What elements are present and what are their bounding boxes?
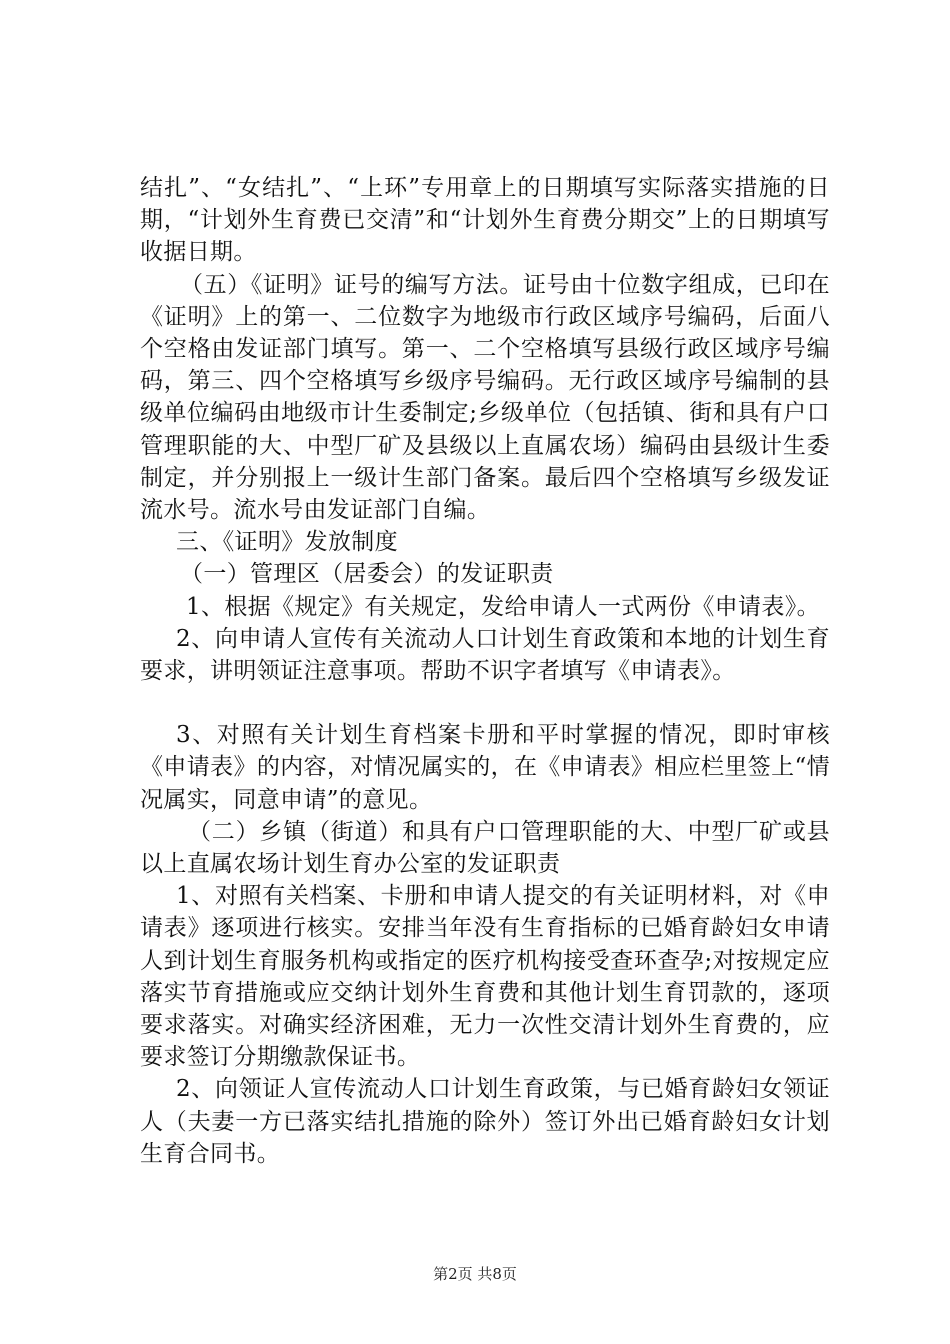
paragraph-continuation: 结扎”、“女结扎”、“上环”专用章上的日期填写实际落实措施的日期，“计划外生育费已交清”和“计划外生育费分期交”上的日期填写收据日期。: [140, 175, 830, 266]
paragraph-item-3: 3、对照有关计划生育档案卡册和平时掌握的情况，即时审核《申请表》的内容，对情况属实的，在《申请表》相应栏里签上“情况属实，同意申请”的意见。: [140, 722, 830, 813]
section-heading-issuance-system: 三、《证明》发放制度: [176, 529, 398, 556]
page-footer: [0, 1263, 950, 1284]
paragraph-township-item-1: 1、对照有关档案、卡册和申请人提交的有关证明材料，对《申请表》逐项进行核实。安排当年没有生育指标的已婚育龄妇女申请人到计划生育服务机构或指定的医疗机构接受查环查孕;对按规定应落实节育措施或应交纳计划外生育费和其他计划生育罚款的，逐项要求落实。对确实经济困难，无力一次性交清计划外生育费的，应要求签订分期缴款保证书。: [140, 883, 830, 1071]
subsection-heading-township-office: （二）乡镇（街道）和具有户口管理职能的大、中型厂矿或县以上直属农场计划生育办公室的发证职责: [140, 818, 830, 878]
paragraph-item-1: 1、根据《规定》有关规定，发给申请人一式两份《申请表》。: [186, 593, 820, 620]
paragraph-item-2: 2、向申请人宣传有关流动人口计划生育政策和本地的计划生育要求，讲明领证注意事项。帮助不识字者填写《申请表》。: [140, 625, 830, 685]
document-body: [140, 172, 830, 1170]
paragraph-certificate-number: （五）《证明》证号的编写方法。证号由十位数字组成，已印在《证明》上的第一、二位数字为地级市行政区域序号编码，后面八个空格由发证部门填写。第一、二个空格填写县级行政区域序号编码，第三、四个空格填写乡级序号编码。无行政区域序号编制的县级单位编码由地级市计生委制定;乡级单位（包括镇、街和具有户口管理职能的大、中型厂矿及县级以上直属农场）编码由县级计生委制定，并分别报上一级计生部门备案。最后四个空格填写乡级发证流水号。流水号由发证部门自编。: [140, 271, 830, 524]
page-number-label: 第2页 共8页: [433, 1265, 517, 1283]
blank-line: [140, 687, 830, 719]
subsection-heading-management-area: （一）管理区（居委会）的发证职责: [180, 561, 554, 588]
paragraph-township-item-2: 2、向领证人宣传流动人口计划生育政策，与已婚育龄妇女领证人（夫妻一方已落实结扎措施的除外）签订外出已婚育龄妇女计划生育合同书。: [140, 1076, 830, 1167]
